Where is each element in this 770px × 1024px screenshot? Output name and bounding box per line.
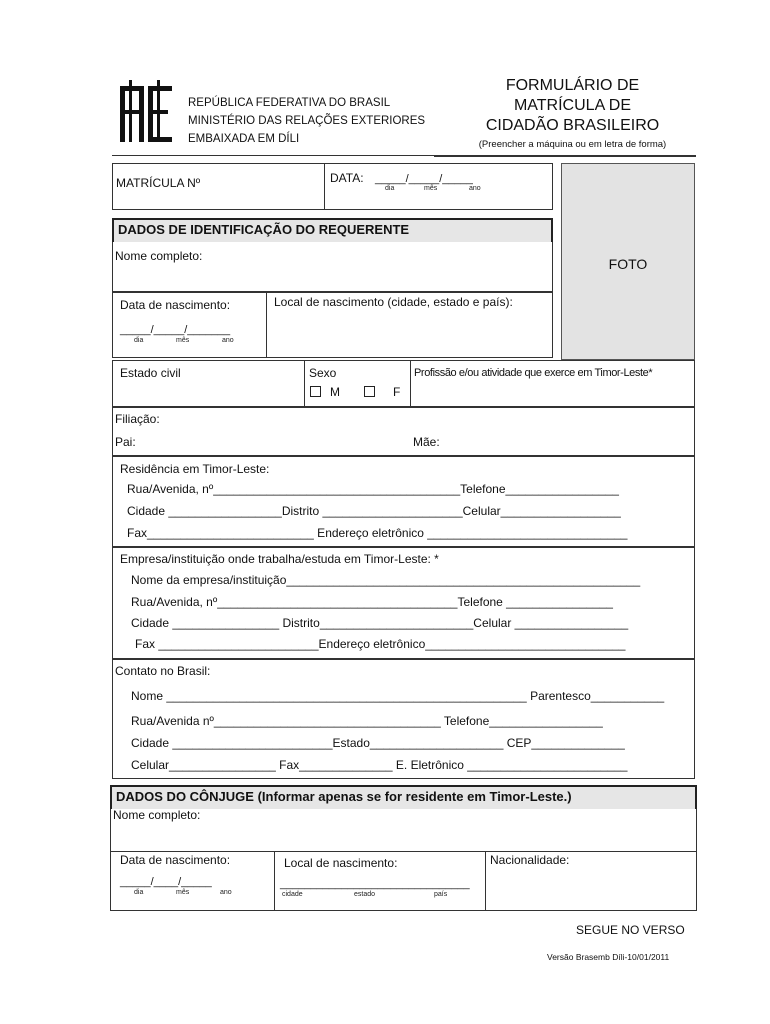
embassy-logo xyxy=(118,80,174,142)
sexo-label: Sexo xyxy=(309,366,337,380)
conjuge-nacionalidade-input[interactable] xyxy=(490,872,690,904)
estado-civil-divider xyxy=(304,360,305,407)
conjuge-estado-hint: estado xyxy=(354,891,376,898)
empresa-line-cidade[interactable]: Cidade ________________ Distrito_______________________Celular _________________ xyxy=(131,616,629,630)
sexo-f-label: F xyxy=(393,385,401,399)
estado-civil-label: Estado civil xyxy=(120,366,181,380)
form-title-line-3: CIDADÃO BRASILEIRO xyxy=(485,117,660,134)
conjuge-pais-hint: país xyxy=(434,891,448,898)
conjuge-cidade-hint: cidade xyxy=(282,891,303,898)
data-mes-hint: mês xyxy=(424,185,438,192)
data-ano-hint: ano xyxy=(469,185,481,192)
versao-label: Versão Brasemb Díli-10/01/2011 xyxy=(547,952,670,962)
mae-input[interactable] xyxy=(440,433,690,451)
contato-brasil-title: Contato no Brasil: xyxy=(115,664,211,678)
data-label: DATA: xyxy=(330,171,364,185)
contato-line-cidade[interactable]: Cidade ________________________Estado____________________ CEP______________ xyxy=(131,736,625,750)
empresa-line-nome[interactable]: Nome da empresa/instituição_____________________________________________________ xyxy=(131,573,641,587)
local-nascimento-input[interactable] xyxy=(274,312,549,352)
conjuge-mes-hint: mês xyxy=(176,889,190,896)
conjuge-nascimento-label: Data de nascimento: xyxy=(120,853,231,867)
matricula-input[interactable] xyxy=(125,192,321,206)
empresa-title: Empresa/instituição onde trabalha/estuda em Timor-Leste: * xyxy=(120,552,439,566)
contato-line-nome[interactable]: Nome ______________________________________________________ Parentesco___________ xyxy=(131,689,665,703)
form-title-line-1: FORMULÁRIO DE xyxy=(505,77,640,94)
local-nascimento-label: Local de nascimento (cidade, estado e país): xyxy=(274,295,513,309)
conjuge-divider-1 xyxy=(274,851,275,911)
estado-civil-input[interactable] xyxy=(118,382,298,402)
nascimento-mes-hint: mês xyxy=(176,337,190,344)
sexo-divider xyxy=(410,360,411,407)
mae-label: Mãe: xyxy=(413,435,440,449)
contato-line-celular[interactable]: Celular________________ Fax______________ E. Eletrônico ________________________ xyxy=(131,758,628,772)
conjuge-nome-label: Nome completo: xyxy=(113,808,201,822)
residencia-line-rua[interactable]: Rua/Avenida, nº_____________________________________Telefone_________________ xyxy=(127,482,619,496)
nome-completo-input[interactable] xyxy=(115,266,545,288)
conjuge-section-title: DADOS DO CÔNJUGE (Informar apenas se for residente em Timor-Leste.) xyxy=(110,785,697,809)
conjuge-nacionalidade-label: Nacionalidade: xyxy=(490,853,570,867)
residencia-title: Residência em Timor-Leste: xyxy=(120,462,270,476)
agency-line-republica: REPÚBLICA FEDERATIVA DO BRASIL xyxy=(188,97,391,109)
matricula-divider xyxy=(324,163,325,210)
conjuge-dia-hint: dia xyxy=(134,889,144,896)
contato-line-rua[interactable]: Rua/Avenida nº__________________________________ Telefone_________________ xyxy=(131,714,603,728)
agency-line-ministerio: MINISTÉRIO DAS RELAÇÕES EXTERIORES xyxy=(188,115,426,127)
sexo-m-checkbox[interactable] xyxy=(310,386,321,397)
conjuge-divider-2 xyxy=(485,851,486,911)
sexo-m-label: M xyxy=(330,385,340,399)
form-title-line-2: MATRÍCULA DE xyxy=(513,97,632,114)
matricula-label: MATRÍCULA Nº xyxy=(116,176,201,190)
empresa-line-fax[interactable]: Fax ________________________Endereço eletrônico______________________________ xyxy=(135,637,626,651)
residencia-line-fax[interactable]: Fax_________________________ Endereço eletrônico ______________________________ xyxy=(127,526,628,540)
segue-no-verso: SEGUE NO VERSO xyxy=(576,923,685,937)
filiacao-label: Filiação: xyxy=(115,412,160,426)
profissao-input[interactable] xyxy=(414,382,690,402)
header-rule-left xyxy=(112,155,482,156)
residencia-line-cidade[interactable]: Cidade _________________Distrito _____________________Celular__________________ xyxy=(127,504,621,518)
nascimento-dia-hint: dia xyxy=(134,337,144,344)
pai-input[interactable] xyxy=(140,433,400,451)
sexo-f-checkbox[interactable] xyxy=(364,386,375,397)
photo-label: FOTO xyxy=(608,256,648,272)
conjuge-nome-input[interactable] xyxy=(113,826,691,848)
conjuge-local-blank[interactable]: _______________________________ xyxy=(280,878,470,890)
data-dia-hint: dia xyxy=(385,185,395,192)
nascimento-blank[interactable]: _____/_____/_______ xyxy=(120,324,231,336)
agency-line-embaixada: EMBAIXADA EM DÍLI xyxy=(188,133,300,145)
form-subtitle: (Preencher a máquina ou em letra de forma) xyxy=(478,139,667,150)
data-blank[interactable]: _____/_____/_____ xyxy=(375,173,473,185)
profissao-label: Profissão e/ou atividade que exerce em Timor-Leste* xyxy=(414,367,653,379)
nascimento-label: Data de nascimento: xyxy=(120,298,231,312)
header-rule-right xyxy=(434,155,696,157)
nome-completo-label: Nome completo: xyxy=(115,249,203,263)
nascimento-ano-hint: ano xyxy=(222,337,234,344)
conjuge-ano-hint: ano xyxy=(220,889,232,896)
empresa-line-rua[interactable]: Rua/Avenida, nº____________________________________Telefone ________________ xyxy=(131,595,613,609)
pai-label: Pai: xyxy=(115,435,136,449)
conjuge-local-label: Local de nascimento: xyxy=(284,856,398,870)
conjuge-nascimento-blank[interactable]: _____/____/_____ xyxy=(120,876,212,888)
identificacao-section-title: DADOS DE IDENTIFICAÇÃO DO REQUERENTE xyxy=(112,218,553,242)
